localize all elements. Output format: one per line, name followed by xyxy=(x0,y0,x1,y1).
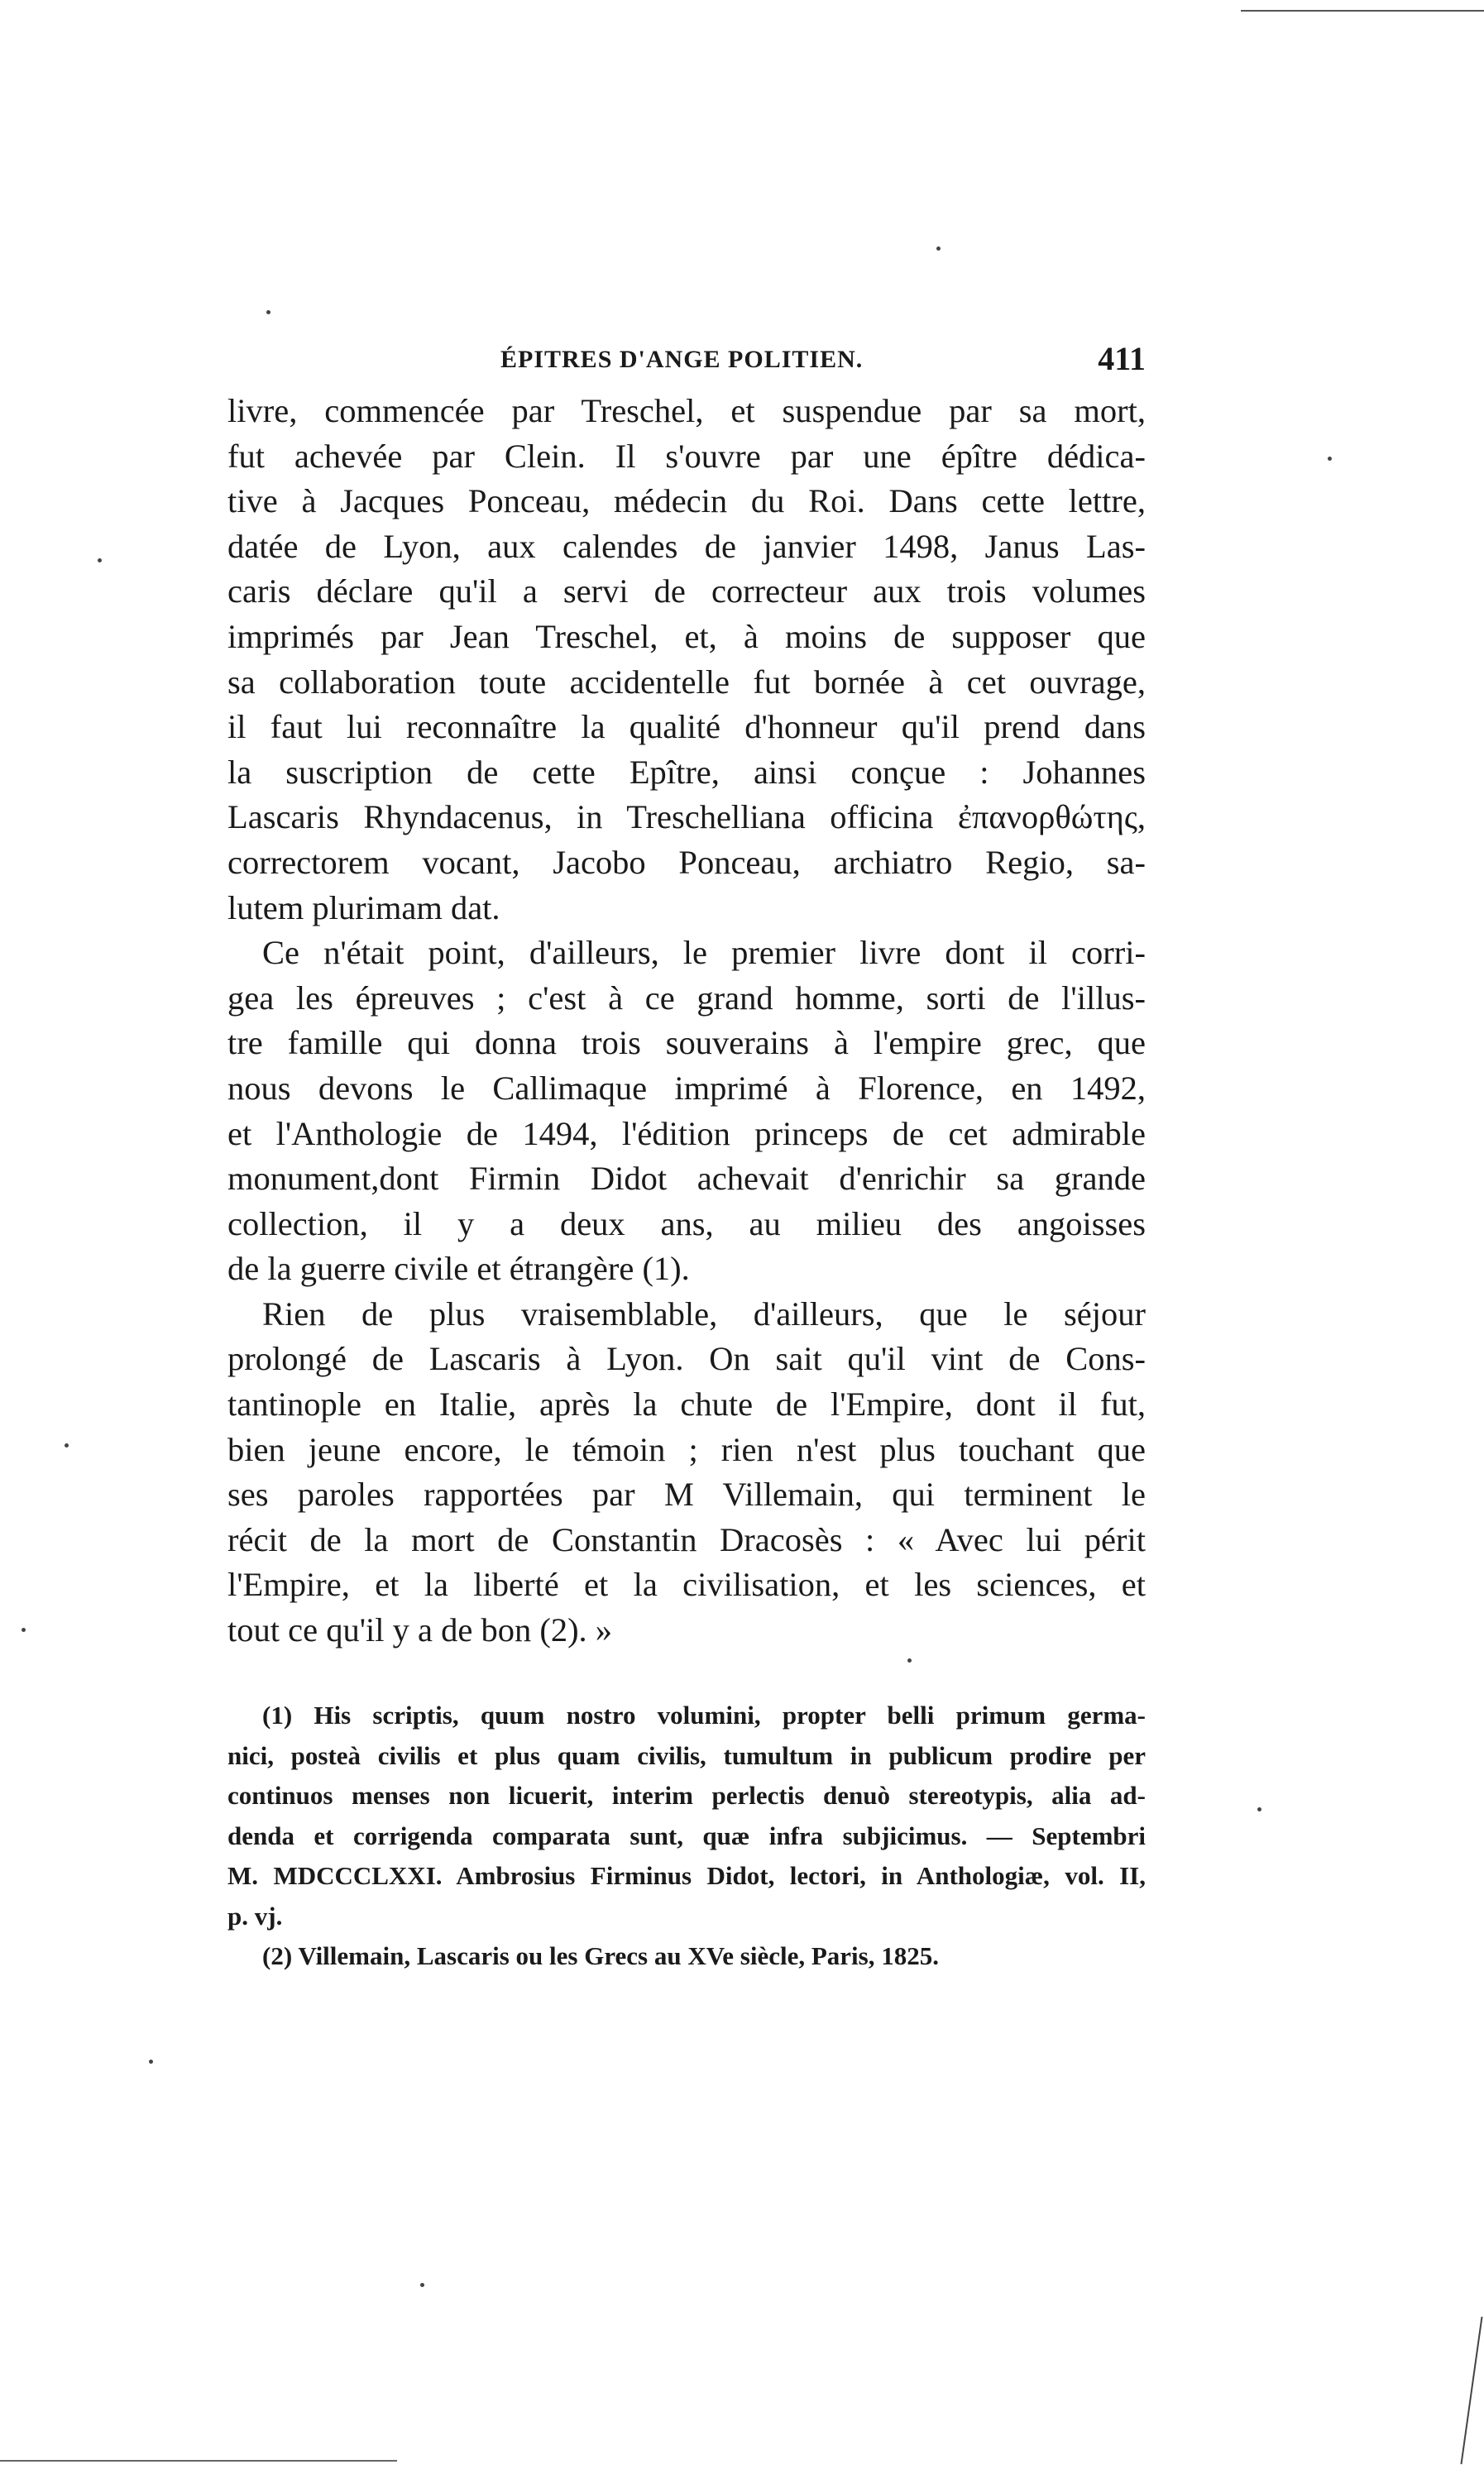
text-line: lutem plurimam dat. xyxy=(227,888,500,926)
text-line: livre, commencée par Treschel, et suspendue par sa mort, xyxy=(227,392,1146,429)
scan-speck xyxy=(149,2060,153,2064)
text-line: caris déclare qu'il a servi de correcteur aux trois volumes xyxy=(227,572,1146,610)
text-line: tantinople en Italie, après la chute de l'Empire, dont il fut, xyxy=(227,1385,1146,1424)
text-line: collection, il y a deux ans, au milieu des angoisses xyxy=(227,1204,1146,1242)
text-line: datée de Lyon, aux calendes de janvier 1498, Janus Las- xyxy=(227,527,1146,565)
text-line: sa collaboration toute accidentelle fut bornée à cet ouvrage, xyxy=(227,663,1146,701)
scan-speck xyxy=(1328,457,1332,461)
text-line: de la guerre civile et étrangère (1). xyxy=(227,1250,690,1288)
body-text xyxy=(227,389,1146,1653)
text-line: correctorem vocant, Jacobo Ponceau, archiatro Regio, sa- xyxy=(227,843,1146,881)
footnote-line: p. vj. xyxy=(227,1901,283,1931)
scan-speck xyxy=(907,1658,912,1663)
text-line: la suscription de cette Epître, ainsi conçue : Johannes xyxy=(227,753,1146,791)
footnote-line: M. MDCCCLXXI. Ambrosius Firminus Didot, lectori, in Anthologiæ, vol. II, xyxy=(227,1861,1146,1890)
scan-speck xyxy=(266,310,270,314)
scan-speck xyxy=(98,558,102,562)
footnote-line: (2) Villemain, Lascaris ou les Grecs au XVe siècle, Paris, 1825. xyxy=(262,1941,939,1970)
text-line: fut achevée par Clein. Il s'ouvre par une épître dédica- xyxy=(227,437,1146,475)
page-edge-line xyxy=(0,2460,397,2462)
text-line: il faut lui reconnaître la qualité d'honneur qu'il prend dans xyxy=(227,708,1146,746)
text-line: Rien de plus vraisemblable, d'ailleurs, que le séjour xyxy=(262,1294,1146,1333)
scan-speck xyxy=(65,1443,69,1448)
scan-speck xyxy=(420,2283,424,2287)
page-number: 411 xyxy=(1098,340,1146,377)
page-edge-line xyxy=(1241,10,1484,12)
footnote-line: continuos menses non licuerit, interim perlectis denuò stereotypis, alia ad- xyxy=(227,1781,1146,1810)
footnote-line: nici, posteà civilis et plus quam civilis, tumultum in publicum prodire per xyxy=(227,1740,1146,1770)
page-edge-line xyxy=(1460,2317,1482,2465)
text-line: Ce n'était point, d'ailleurs, le premier livre dont il corri- xyxy=(262,934,1146,972)
text-line: gea les épreuves ; c'est à ce grand homme, sorti de l'illus- xyxy=(227,979,1146,1017)
text-line: et l'Anthologie de 1494, l'édition princeps de cet admirable xyxy=(227,1114,1146,1152)
text-line: imprimés par Jean Treschel, et, à moins de supposer que xyxy=(227,617,1146,655)
text-line: ses paroles rapportées par M Villemain, qui terminent le xyxy=(227,1476,1146,1514)
scan-speck xyxy=(22,1628,26,1632)
footnotes xyxy=(227,1696,1146,1977)
text-line: l'Empire, et la liberté et la civilisation, et les sciences, et xyxy=(227,1566,1146,1604)
text-line: Lascaris Rhyndacenus, in Treschelliana officina ἐπανορθώτης, xyxy=(227,798,1146,836)
text-line: tout ce qu'il y a de bon (2). » xyxy=(227,1611,613,1649)
text-line: prolongé de Lascaris à Lyon. On sait qu'il vint de Cons- xyxy=(227,1340,1146,1378)
footnote-line: denda et corrigenda comparata sunt, quæ infra subjicimus. — Septembri xyxy=(227,1821,1146,1850)
text-line: bien jeune encore, le témoin ; rien n'est plus touchant que xyxy=(227,1430,1146,1468)
text-line: nous devons le Callimaque imprimé à Florence, en 1492, xyxy=(227,1069,1146,1107)
footnote-line: (1) His scriptis, quum nostro volumini, propter belli primum germa- xyxy=(262,1701,1146,1730)
running-head-title: ÉPITRES D'ANGE POLITIEN. xyxy=(500,346,864,373)
scan-speck xyxy=(1257,1807,1261,1811)
text-line: récit de la mort de Constantin Dracosès : « Avec lui périt xyxy=(227,1520,1146,1558)
text-line: monument,dont Firmin Didot achevait d'enrichir sa grande xyxy=(227,1160,1146,1198)
running-head xyxy=(227,339,1146,389)
text-line: tre famille qui donna trois souverains à l'empire grec, que xyxy=(227,1024,1146,1062)
scan-speck xyxy=(936,246,941,251)
text-line: tive à Jacques Ponceau, médecin du Roi. Dans cette lettre, xyxy=(227,482,1146,520)
